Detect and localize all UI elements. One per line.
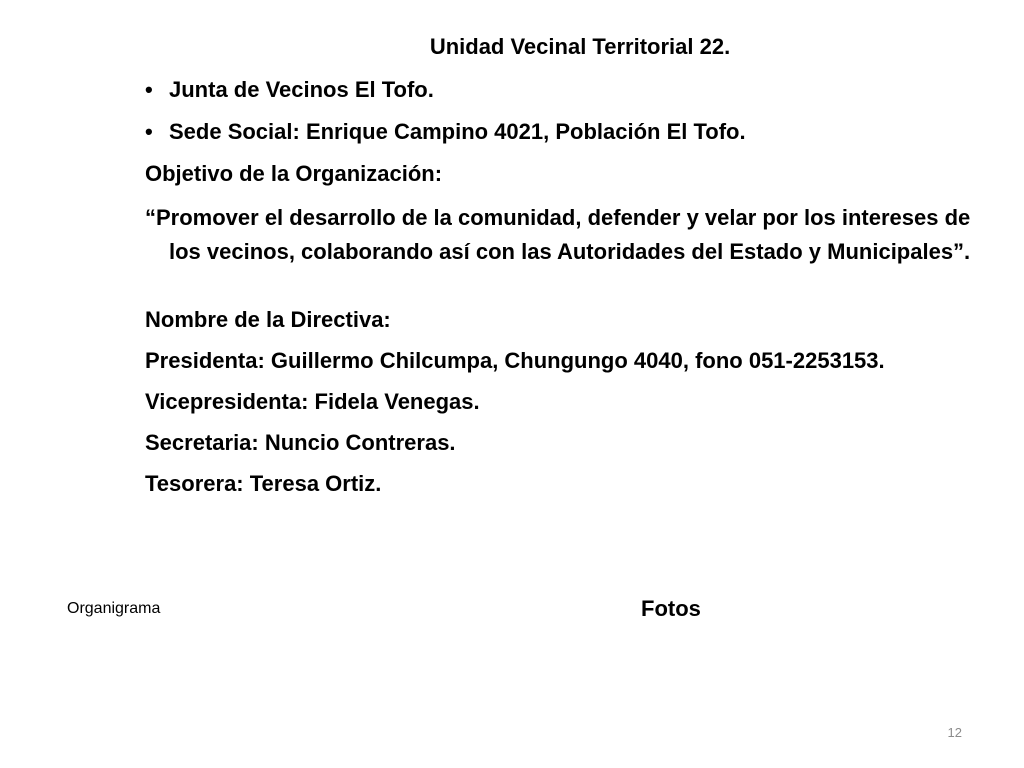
page-number: 12 [947, 725, 962, 740]
directiva-presidenta: Presidenta: Guillermo Chilcumpa, Chungungo 4040, fono 051-2253153. [145, 348, 885, 373]
fotos-label: Fotos [641, 596, 701, 621]
organigrama-label: Organigrama [67, 600, 161, 617]
bullet-text: Sede Social: Enrique Campino 4021, Población El Tofo. [169, 119, 746, 144]
bullet-icon: • [145, 77, 153, 102]
directiva-secretaria: Secretaria: Nuncio Contreras. [145, 430, 456, 455]
objective-text: “Promover el desarrollo de la comunidad, defender y velar por los intereses de los vecinos, colaborando así con las Autoridades del Estado y Municipales”. [145, 205, 971, 264]
directiva-vicepresidenta: Vicepresidenta: Fidela Venegas. [145, 389, 480, 414]
directiva-section [145, 303, 1005, 501]
slide-heading: Unidad Vecinal Territorial 22. [429, 34, 731, 59]
directiva-title: Nombre de la Directiva: [145, 307, 391, 332]
slide-body [145, 73, 1005, 508]
bullet-item-sede [145, 115, 1005, 149]
bullet-item-junta [145, 73, 1005, 107]
bullet-text: Junta de Vecinos El Tofo. [169, 77, 434, 102]
bullet-icon: • [145, 119, 153, 144]
objective-title: Objetivo de la Organización: [145, 161, 443, 186]
directiva-tesorera: Tesorera: Teresa Ortiz. [145, 471, 382, 496]
